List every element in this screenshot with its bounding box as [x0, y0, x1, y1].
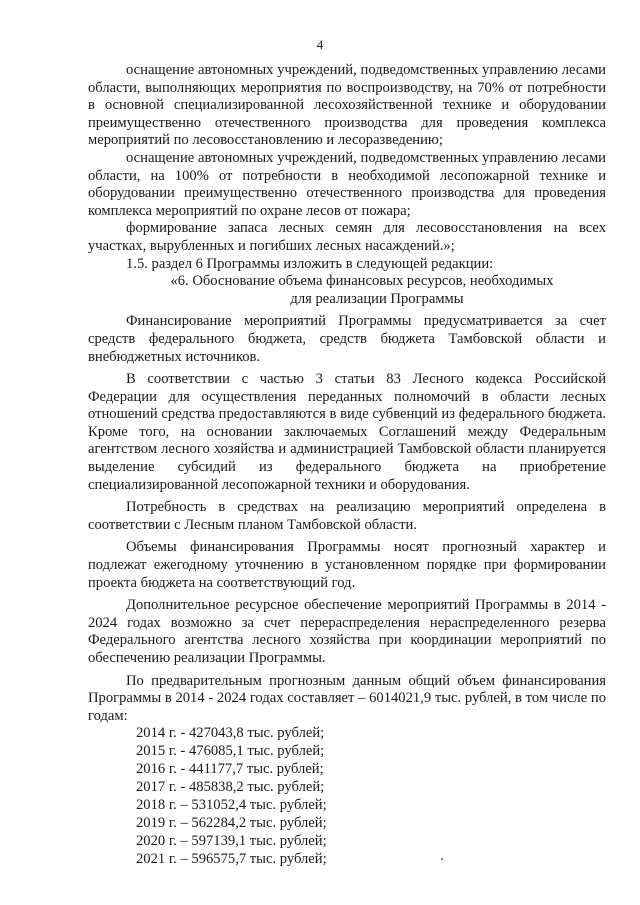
- paragraph-seed-reserve: формирование запаса лесных семян для лесовосстановления на всех участках, вырубленных и погибших лесных насаждений.»;: [88, 220, 606, 254]
- list-item-year-2015: 2015 г. - 476085,1 тыс. рублей;: [136, 743, 325, 760]
- scan-speck: [441, 858, 443, 860]
- page-number: 4: [316, 37, 324, 52]
- list-item-year-2020: 2020 г. – 597139,1 тыс. рублей;: [136, 832, 327, 849]
- paragraph-financing-sources: Финансирование мероприятий Программы предусматривается за счет средств федерального бюджета, средств бюджета Тамбовской области и внебюджетных источников.: [88, 313, 606, 365]
- paragraph-forest-plan: Потребность в средствах на реализацию мероприятий определена в соответствии с Лесным планом Тамбовской области.: [88, 499, 606, 533]
- section-heading: [88, 273, 606, 308]
- document-body: [88, 62, 606, 869]
- paragraph-total-volume: По предварительным прогнозным данным общий объем финансирования Программы в 2014 - 2024 годах составляет – 6014021,9 тыс. рублей, в том числе по годам:: [88, 672, 606, 724]
- list-item-year-2014: 2014 г. - 427043,8 тыс. рублей;: [136, 725, 325, 742]
- section-heading-line2: для реализации Программы: [290, 290, 464, 307]
- section-heading-line1: «6. Обоснование объема финансовых ресурсов, необходимых: [170, 273, 554, 290]
- paragraph-forest-code: В соответствии с частью 3 статьи 83 Лесного кодекса Российской Федерации для осуществления переданных полномочий в области лесных отношений средства предоставляются в виде субвенций из федерального бюджета. Кроме того, на основании заключаемых Соглашений между Федеральным агентством лесного хозяйства и администрацией Тамбовской области планируется выделение субсидий из федерального бюджета на приобретение специализированной лесопожарной техники и оборудования.: [88, 371, 606, 493]
- list-item-year-2016: 2016 г. - 441177,7 тыс. рублей;: [136, 761, 324, 778]
- paragraph-forecast-character: Объемы финансирования Программы носят прогнозный характер и подлежат ежегодному уточнению в установленном порядке при формировании проекта бюджета на соответствующий год.: [88, 539, 606, 591]
- list-item-year-2021: 2021 г. – 596575,7 тыс. рублей;: [136, 850, 327, 867]
- list-item-year-2017: 2017 г. - 485838,2 тыс. рублей;: [136, 779, 325, 796]
- list-item-year-2019: 2019 г. – 562284,2 тыс. рублей;: [136, 814, 327, 831]
- paragraph-additional-resources: Дополнительное ресурсное обеспечение мероприятий Программы в 2014 - 2024 годах возможно за счет перераспределения нераспределенного резерва Федерального агентства лесного хозяйства при координации мероприятий по обеспечению реализации Программы.: [88, 597, 606, 666]
- list-item-year-2018: 2018 г. – 531052,4 тыс. рублей;: [136, 797, 327, 813]
- paragraph-equipment-reforestation: оснащение автономных учреждений, подведомственных управлению лесами области, выполняющих мероприятия по воспроизводству, на 70% от потребности в основной специализированной лесохозяйственной технике и оборудовании преимущественно отечественного производства для проведения комплекса мероприятий по лесовосстановлению и лесоразведению;: [88, 62, 606, 149]
- paragraph-equipment-fire: оснащение автономных учреждений, подведомственных управлению лесами области, на 100% от потребности в необходимой лесопожарной технике и оборудовании преимущественно отечественного производства для проведения комплекса мероприятий по охране лесов от пожара;: [88, 149, 606, 219]
- paragraph-amendment: 1.5. раздел 6 Программы изложить в следующей редакции:: [126, 255, 494, 272]
- yearly-financing-list: [88, 725, 606, 868]
